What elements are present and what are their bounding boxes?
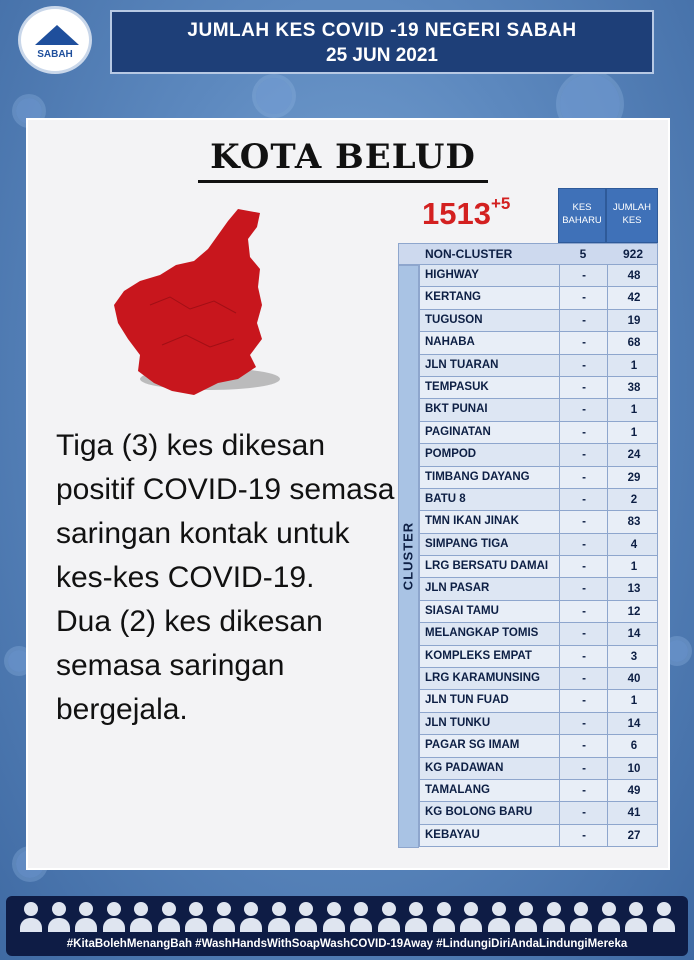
person-icon [653,902,675,932]
cluster-new: - [559,377,608,399]
description [56,424,396,732]
cluster-new: - [559,444,608,466]
cluster-total: 40 [607,668,660,690]
cluster-new: - [559,825,608,847]
cluster-new: - [559,802,608,824]
cluster-new: - [559,422,608,444]
person-icon [48,902,70,932]
cluster-name: MELANGKAP TOMIS [425,627,539,640]
cluster-name: LRG KARAMUNSING [425,672,540,685]
cluster-total: 1 [607,422,660,444]
cluster-total: 3 [607,646,660,668]
person-icon [185,902,207,932]
person-icon [103,902,125,932]
person-icon [268,902,290,932]
cluster-name: SIASAI TAMU [425,604,499,617]
cluster-name: PAGAR SG IMAM [425,739,520,752]
table-row [419,422,658,444]
cluster-new: - [559,713,608,735]
table-row [419,802,658,824]
cluster-name: TAMALANG [425,783,490,796]
cluster-total: 48 [607,265,660,287]
cluster-new: - [559,623,608,645]
cluster-total: 14 [607,713,660,735]
cluster-name: KEBAYAU [425,828,480,841]
person-icon [515,902,537,932]
cluster-total: 13 [607,578,660,600]
header-total-cases: JUMLAH KES [606,188,658,243]
table-row [419,556,658,578]
cluster-total: 29 [607,467,660,489]
person-icon [240,902,262,932]
district-map-shape [114,209,262,395]
cluster-new: - [559,646,608,668]
cluster-total: 41 [607,802,660,824]
description-contact-cases: Tiga (3) kes dikesan positif COVID-19 semasa saringan kontak untuk kes-kes COVID-19. [56,429,395,594]
cluster-label: CLUSTER [400,521,416,591]
table-row [419,287,658,309]
cluster-name: SIMPANG TIGA [425,537,509,550]
table-row [419,310,658,332]
cluster-new: - [559,511,608,533]
person-icon [213,902,235,932]
table-row [419,646,658,668]
cluster-name: TUGUSON [425,313,483,326]
cluster-name: BATU 8 [425,492,466,505]
cluster-name: TEMPASUK [425,380,489,393]
cluster-total: 38 [607,377,660,399]
person-icon [543,902,565,932]
table-row [419,601,658,623]
table-row [419,467,658,489]
cluster-name: JLN TUNKU [425,716,491,729]
cluster-total: 14 [607,623,660,645]
cluster-name: JLN TUARAN [425,358,499,371]
cluster-new: - [559,780,608,802]
total-cases-value: 1513 [422,196,491,231]
cluster-table [419,265,658,847]
cluster-total: 1 [607,690,660,712]
cluster-new: - [559,310,608,332]
cluster-name: POMPOD [425,448,477,461]
table-row [419,825,658,847]
cluster-total: 68 [607,332,660,354]
header-title: JUMLAH KES COVID -19 NEGERI SABAH [187,20,577,41]
table-row [419,377,658,399]
cluster-new: - [559,355,608,377]
cluster-new: - [559,556,608,578]
cluster-new: - [559,332,608,354]
cluster-new: - [559,690,608,712]
table-row [419,668,658,690]
cluster-name: KOMPLEKS EMPAT [425,649,532,662]
table-row [419,444,658,466]
cluster-name: NAHABA [425,336,475,349]
person-icon [433,902,455,932]
header-date: 25 JUN 2021 [326,45,438,66]
sabah-logo [18,6,92,74]
table-row [419,511,658,533]
cluster-total: 4 [607,534,660,556]
logo-text: SABAH [37,49,73,60]
cluster-new: - [559,578,608,600]
cluster-new: - [559,758,608,780]
table-row [419,489,658,511]
table-row [419,780,658,802]
table-row [419,735,658,757]
cluster-name: JLN TUN FUAD [425,694,509,707]
non-cluster-name: NON-CLUSTER [425,247,513,261]
cluster-new: - [559,287,608,309]
total-cases-increase: +5 [490,194,511,213]
footer-hashtags: #KitaBolehMenangBah #WashHandsWithSoapWashCOVID-19Away #LindungiDiriAndaLindungiMereka [66,938,628,950]
person-icon [158,902,180,932]
cluster-total: 49 [607,780,660,802]
cluster-name: TMN IKAN JINAK [425,515,519,528]
cluster-total: 24 [607,444,660,466]
mountain-icon [35,25,79,45]
district-underline [198,180,488,183]
non-cluster-total: 922 [622,247,644,261]
description-symptomatic-cases: Dua (2) kes dikesan semasa saringan bergejala. [56,605,323,726]
cluster-name: KG BOLONG BARU [425,806,533,819]
cluster-total: 2 [607,489,660,511]
cluster-new: - [559,601,608,623]
cluster-name: LRG BERSATU DAMAI [425,560,549,573]
person-icon [130,902,152,932]
cluster-name: TIMBANG DAYANG [425,470,530,483]
table-row [419,623,658,645]
cluster-total: 1 [607,556,660,578]
cluster-total: 12 [607,601,660,623]
person-icon [405,902,427,932]
person-icon [350,902,372,932]
person-icon [625,902,647,932]
person-icon [295,902,317,932]
cluster-name: JLN PASAR [425,582,490,595]
person-icon [598,902,620,932]
person-icon [378,902,400,932]
person-icon [323,902,345,932]
cluster-total: 19 [607,310,660,332]
table-row [419,758,658,780]
person-icon [75,902,97,932]
cluster-name: HIGHWAY [425,269,479,281]
cluster-new: - [559,467,608,489]
cluster-new: - [559,489,608,511]
cluster-new: - [559,735,608,757]
non-cluster-new: 5 [579,247,587,261]
cluster-new: - [559,265,608,287]
cluster-name: KG PADAWAN [425,761,504,774]
total-cases [422,196,510,232]
cluster-name: PAGINATAN [425,425,491,438]
cluster-total: 1 [607,399,660,421]
virus-decoration [256,78,292,114]
cluster-name: KERTANG [425,291,482,304]
table-row [419,690,658,712]
table-row [419,332,658,354]
table-row [419,265,658,287]
table-row [419,534,658,556]
header-new-cases: KES BAHARU [558,188,606,243]
footer-banner [6,896,688,956]
cluster-new: - [559,668,608,690]
table-row [419,578,658,600]
cluster-new: - [559,534,608,556]
district-map [110,205,270,400]
cluster-total: 42 [607,287,660,309]
person-icon [20,902,42,932]
table-row [419,399,658,421]
non-cluster-row [398,243,658,265]
cluster-total: 10 [607,758,660,780]
cluster-total: 6 [607,735,660,757]
cluster-name: BKT PUNAI [425,403,488,416]
cluster-total: 1 [607,355,660,377]
person-icon [570,902,592,932]
table-row [419,713,658,735]
table-row [419,355,658,377]
cluster-total: 83 [607,511,660,533]
cluster-new: - [559,399,608,421]
header-banner [110,10,654,74]
cluster-total: 27 [607,825,660,847]
person-icon [460,902,482,932]
person-icon [488,902,510,932]
district-title: KOTA BELUD [210,137,476,177]
